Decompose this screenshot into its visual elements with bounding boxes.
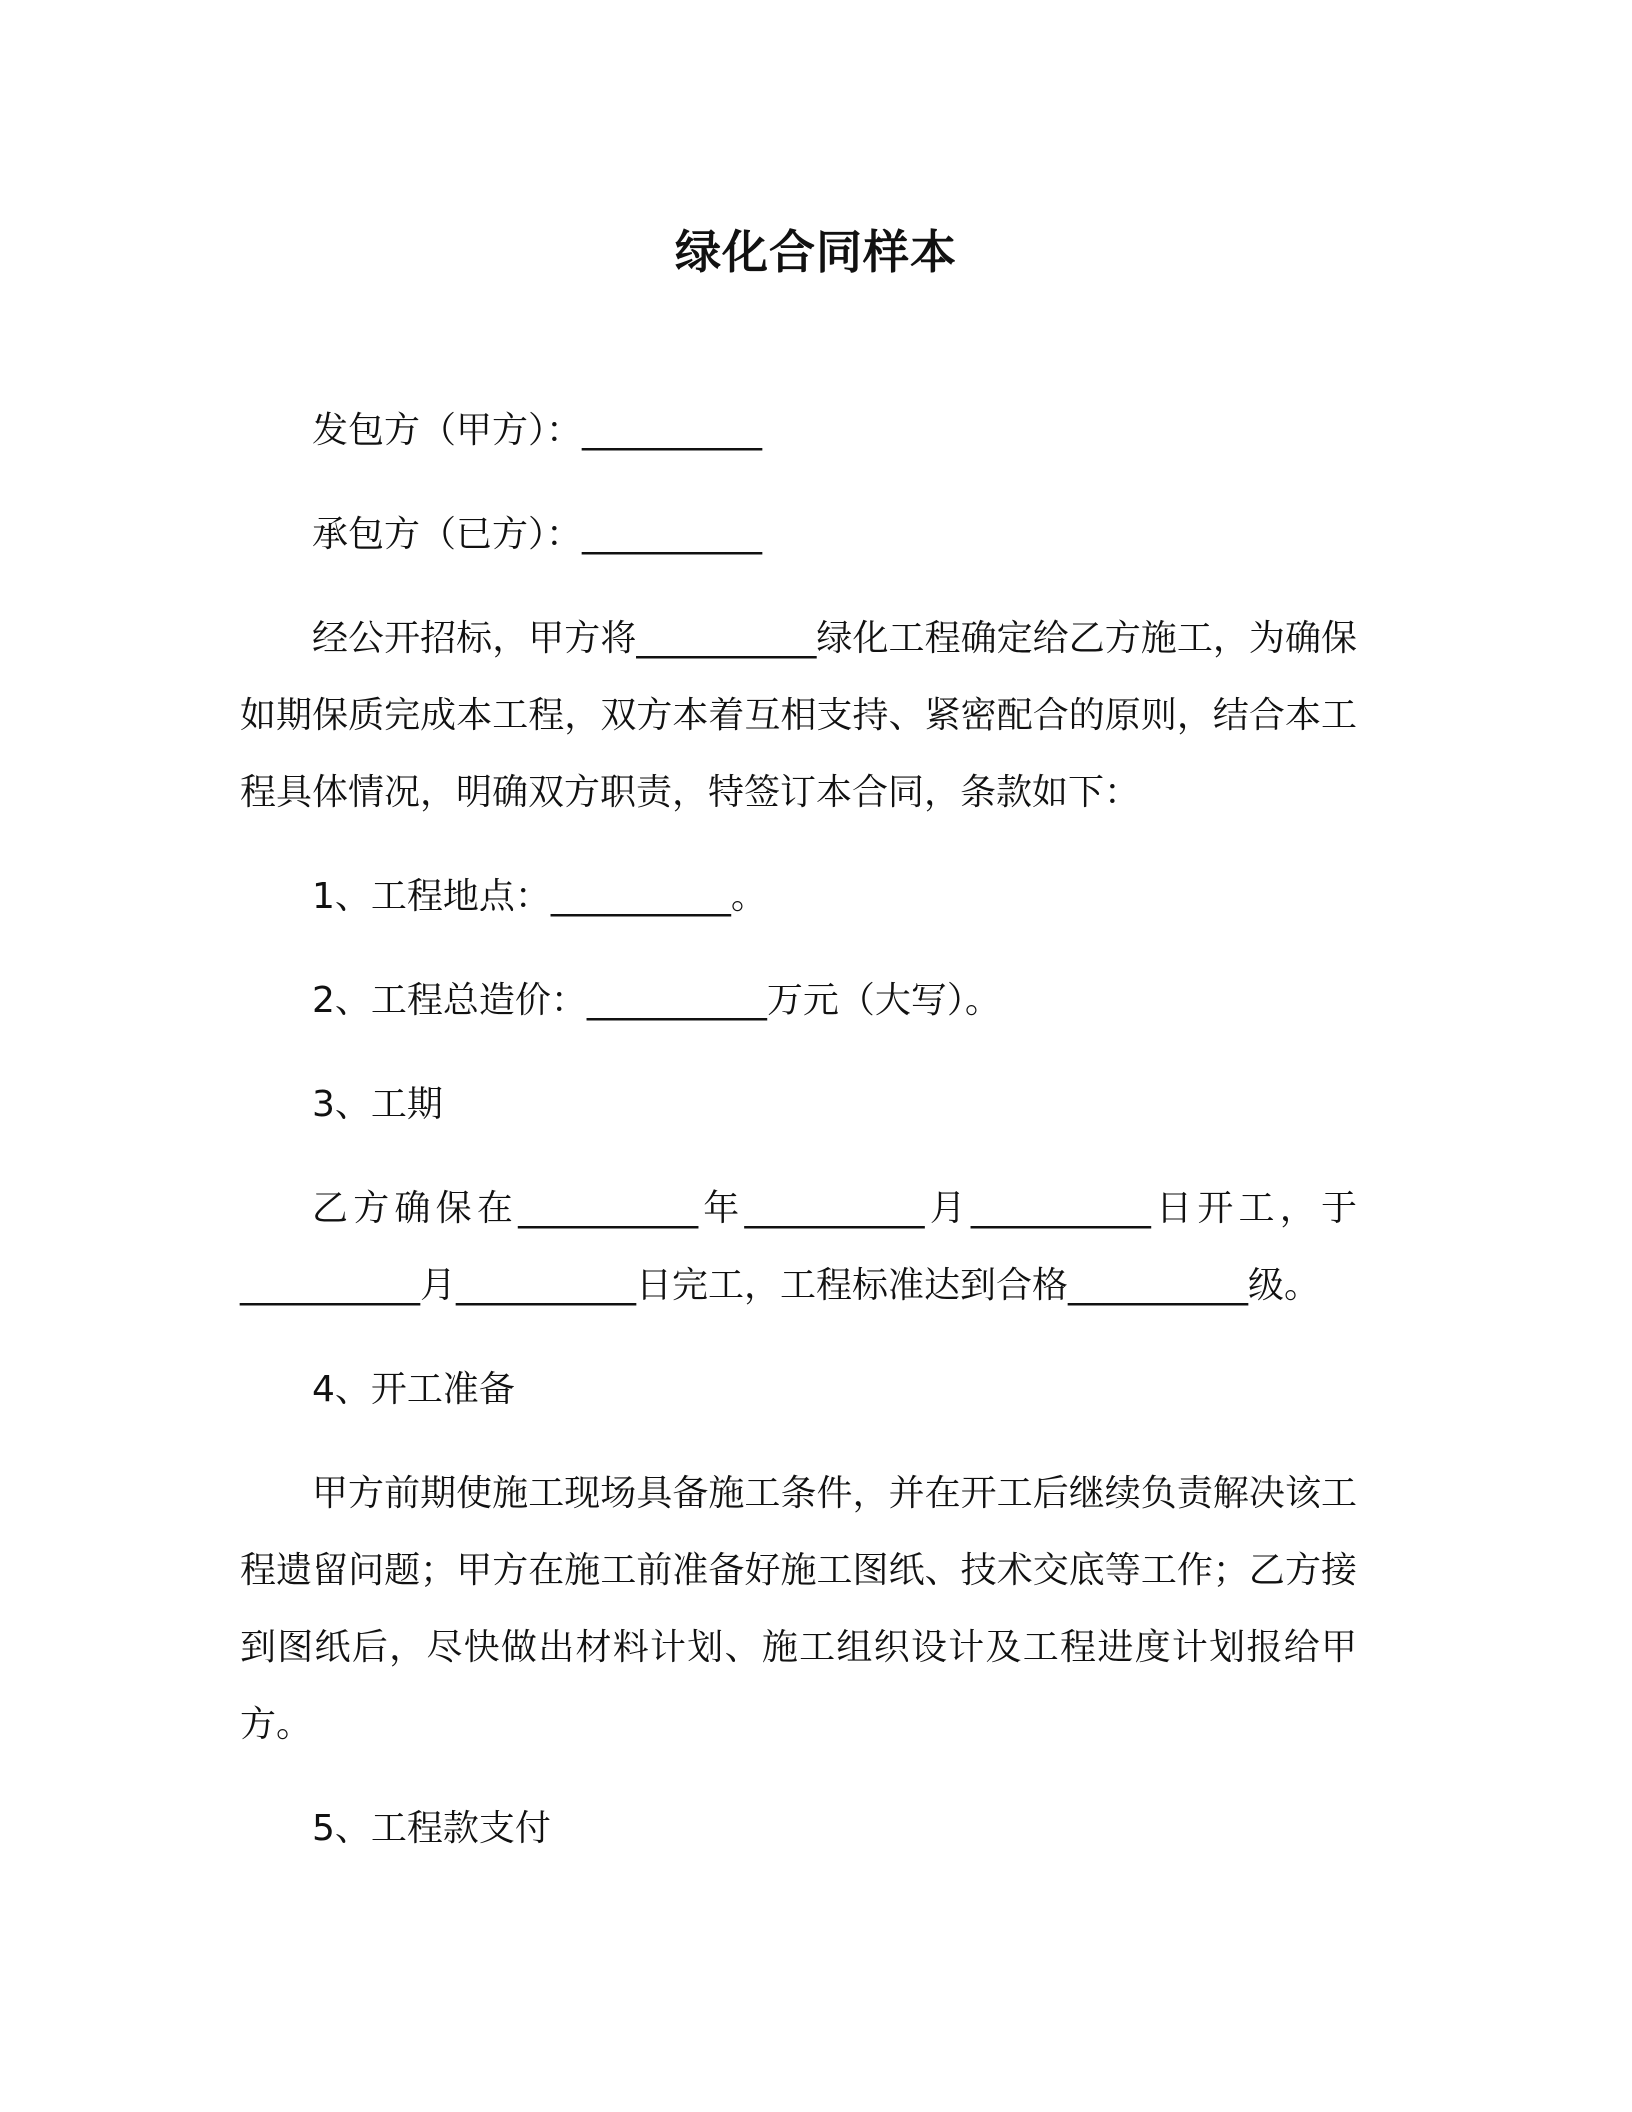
clause-3-paragraph: 乙方确保在__________年__________月__________日开工，于__________月__________日完工，工程标准达到合格__________级。 <box>240 1188 1357 1306</box>
clause-1-location: 1、工程地点：__________。 <box>312 876 767 917</box>
intro-paragraph: 经公开招标，甲方将__________绿化工程确定给乙方施工，为确保如期保质完成本工程，双方本着互相支持、紧密配合的原则，结合本工程具体情况，明确双方职责，特签订本合同，条款如下： <box>240 618 1357 813</box>
clause-4-paragraph: 甲方前期使施工现场具备施工条件，并在开工后继续负责解决该工程遗留问题；甲方在施工前准备好施工图纸、技术交底等工作；乙方接到图纸后，尽快做出材料计划、施工组织设计及工程进度计划报给甲方。 <box>240 1473 1357 1745</box>
party-b-line: 承包方（已方）：__________ <box>312 514 763 555</box>
clause-5-heading: 5、工程款支付 <box>312 1808 551 1849</box>
document-title: 绿化合同样本 <box>675 225 957 279</box>
clause-2-total-cost: 2、工程总造价：__________万元（大写）。 <box>312 980 1001 1021</box>
document-body <box>240 392 1357 1894</box>
clause-4-heading: 4、开工准备 <box>312 1369 515 1410</box>
clause-3-heading: 3、工期 <box>312 1084 443 1125</box>
party-a-line: 发包方（甲方）：__________ <box>312 410 763 451</box>
